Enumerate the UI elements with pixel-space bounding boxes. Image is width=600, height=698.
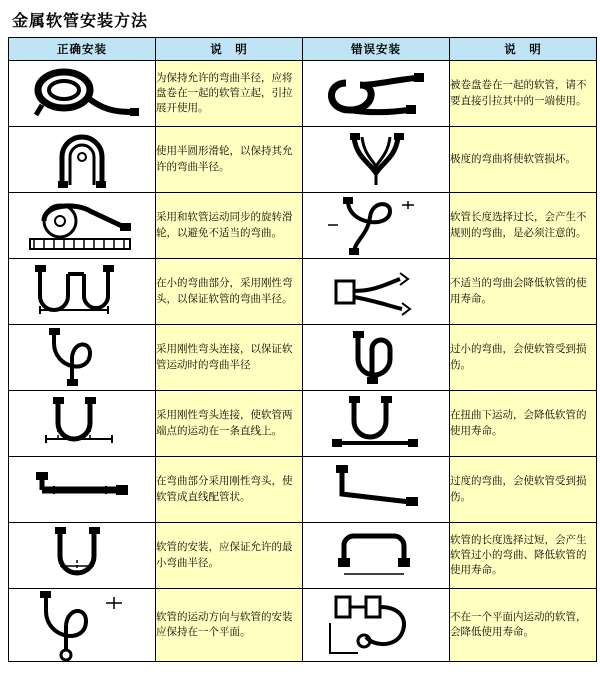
- minimum-bend-radius-icon: [9, 523, 156, 589]
- desc-cell: 被卷盘卷在一起的软管，请不要直接引拉其中的一端使用。: [450, 61, 597, 127]
- table-row: [9, 61, 597, 127]
- desc-cell: 软管的长度选择过短，会产生软管过小的弯曲、降低软管的使用寿命。: [450, 523, 597, 589]
- desc-cell: 为保持允许的弯曲半径，应将盘卷在一起的软管立起，引拉展开使用。: [156, 61, 303, 127]
- desc-cell: 在小的弯曲部分，采用刚性弯头，以保证软管的弯曲半径。: [156, 259, 303, 325]
- same-plane-motion-icon: [9, 589, 156, 662]
- too-small-bend-icon: [303, 325, 450, 391]
- synchronized-pulley-icon: [9, 193, 156, 259]
- desc-cell: 使用半圆形滑轮，以保持其允许的弯曲半径。: [156, 127, 303, 193]
- header-wrong-desc: 说 明: [450, 38, 597, 61]
- desc-cell: 过小的弯曲，会使软管受到损伤。: [450, 325, 597, 391]
- rigid-bend-small-radius-icon: [9, 259, 156, 325]
- table-row: [9, 589, 597, 662]
- table-row: [9, 325, 597, 391]
- hose-installation-table: [8, 37, 597, 662]
- coiled-hose-pulled-icon: [303, 61, 450, 127]
- desc-cell: 过度的弯曲，会使软管受到损伤。: [450, 457, 597, 523]
- desc-cell: 不适当的弯曲会降低软管的使用寿命。: [450, 259, 597, 325]
- desc-cell: 软管长度选择过长，会产生不规则的弯曲，是必须注意的。: [450, 193, 597, 259]
- header-correct-desc: 说 明: [156, 38, 303, 61]
- table-row: [9, 457, 597, 523]
- twisting-motion-icon: [303, 391, 450, 457]
- desc-cell: 采用刚性弯头连接，使软管两端点的运动在一条直线上。: [156, 391, 303, 457]
- desc-cell: 在弯曲部分采用刚性弯头，使软管成直线配管状。: [156, 457, 303, 523]
- sharp-bend-hose-icon: [303, 127, 450, 193]
- table-row: [9, 523, 597, 589]
- excessive-bend-icon: [303, 457, 450, 523]
- desc-cell: 采用和软管运动同步的旋转滑轮，以避免不适当的弯曲。: [156, 193, 303, 259]
- table-row: [9, 127, 597, 193]
- desc-cell: 软管的安装，应保证允许的最小弯曲半径。: [156, 523, 303, 589]
- semicircular-sheave-icon: [9, 127, 156, 193]
- desc-cell: 在扭曲下运动，会降低软管的使用寿命。: [450, 391, 597, 457]
- table-header-row: [9, 38, 597, 61]
- loose-long-hose-icon: [303, 193, 450, 259]
- table-row: [9, 193, 597, 259]
- desc-cell: 采用刚性弯头连接，以保证软管运动时的弯曲半径: [156, 325, 303, 391]
- desc-cell: 不在一个平面内运动的软管，会降低使用寿命。: [450, 589, 597, 662]
- header-wrong-install: 错误安装: [303, 38, 450, 61]
- header-correct-install: 正确安装: [9, 38, 156, 61]
- straight-piping-elbow-icon: [9, 457, 156, 523]
- coiled-hose-unrolled-icon: [9, 61, 156, 127]
- out-of-plane-motion-icon: [303, 589, 450, 662]
- table-row: [9, 391, 597, 457]
- improper-bend-icon: [303, 259, 450, 325]
- page-title: 金属软管安装方法: [12, 11, 149, 30]
- desc-cell: 极度的弯曲将使软管损坏。: [450, 127, 597, 193]
- rigid-elbow-connection-icon: [9, 325, 156, 391]
- desc-cell: 软管的运动方向与软管的安装应保持在一个平面。: [156, 589, 303, 662]
- straight-line-motion-icon: [9, 391, 156, 457]
- too-long-hose-icon: [303, 523, 450, 589]
- table-row: [9, 259, 597, 325]
